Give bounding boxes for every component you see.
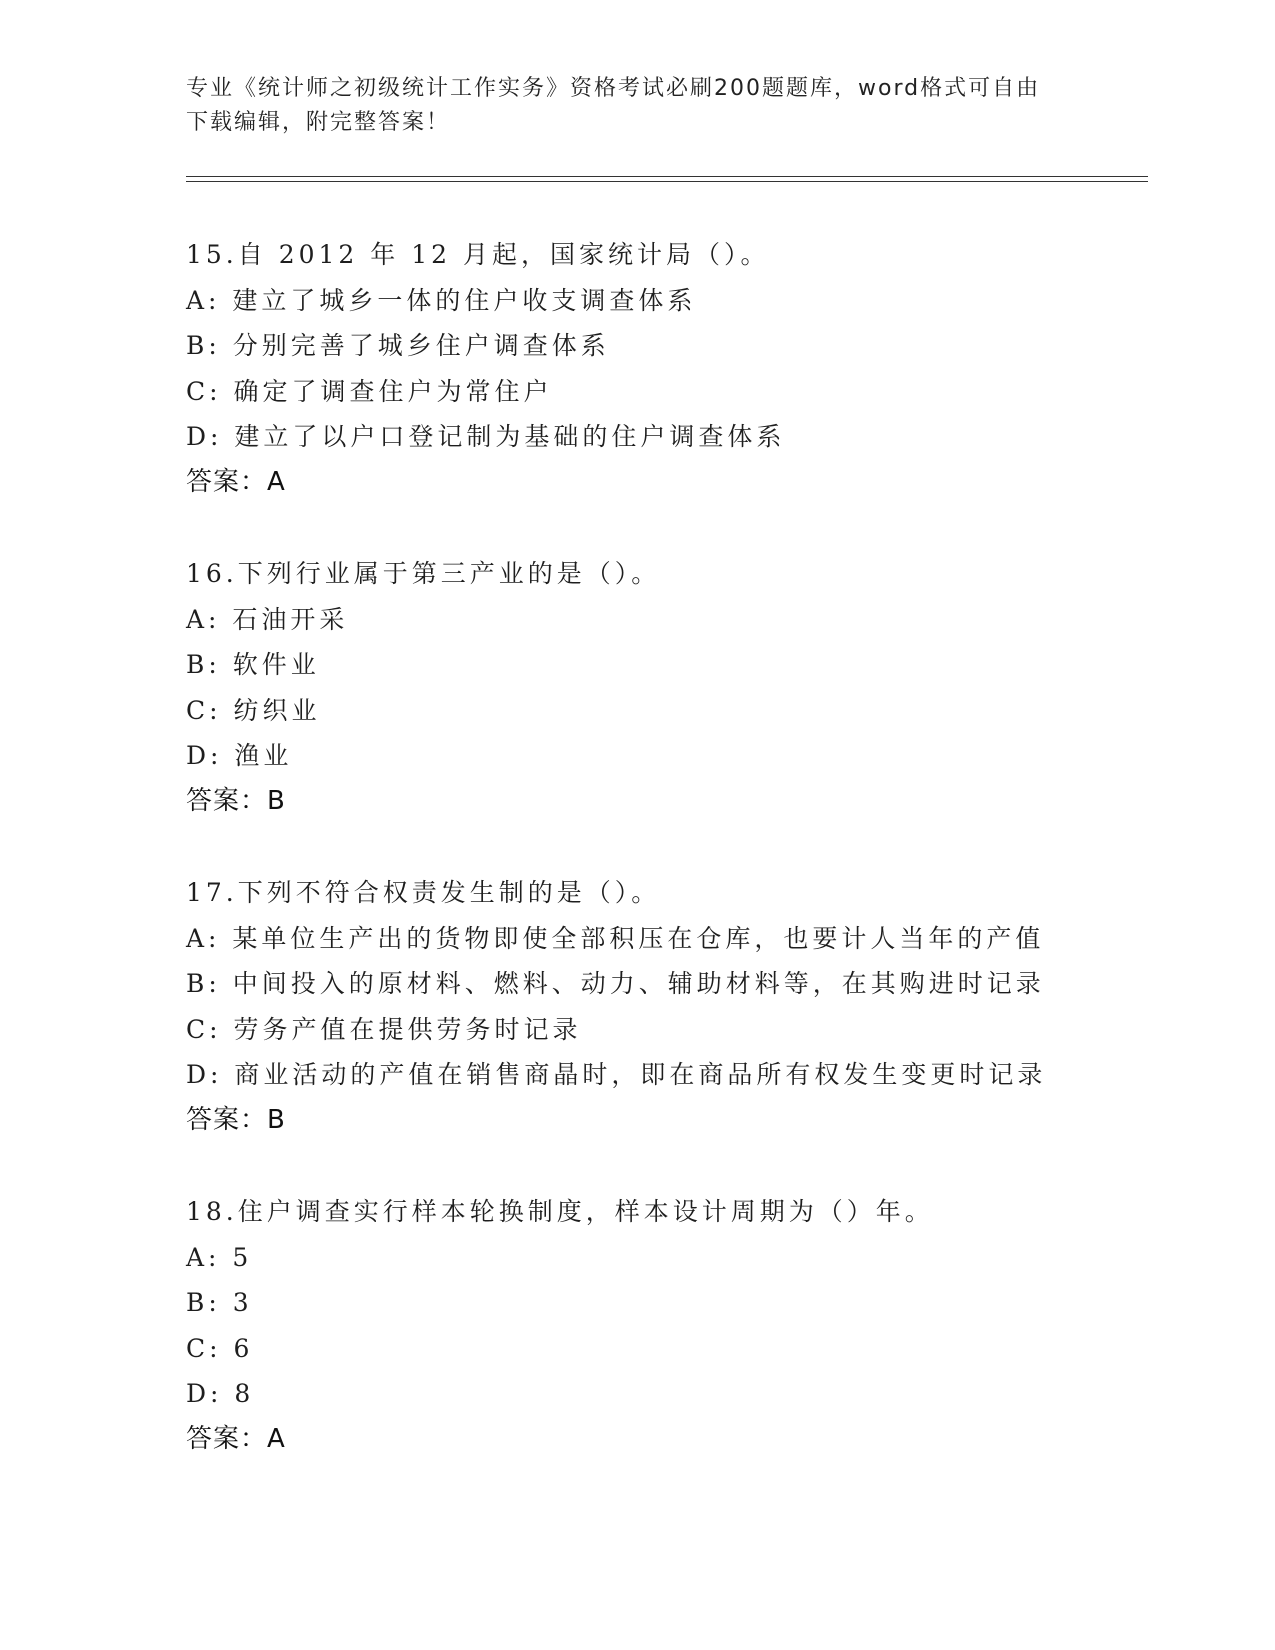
option-a: A: 某单位生产出的货物即使全部积压在仓库，也要计人当年的产值	[186, 923, 1045, 953]
option-b: B: 中间投入的原材料、燃料、动力、辅助材料等，在其购进时记录	[186, 969, 1045, 998]
header-divider-top	[186, 176, 1148, 177]
option-c: C: 纺织业	[186, 695, 321, 725]
question-18	[186, 1189, 1146, 1462]
answer-label: 答案：A	[186, 466, 286, 497]
option-b: B: 软件业	[186, 650, 320, 679]
option-c: C: 劳务产值在提供劳务时记录	[186, 1014, 582, 1044]
answer-label: 答案：A	[186, 1423, 286, 1454]
answer-label: 答案：B	[186, 785, 286, 816]
document-header	[186, 72, 1086, 140]
option-d: D: 8	[186, 1379, 255, 1408]
answer-label: 答案：B	[186, 1104, 286, 1135]
option-c: C: 6	[186, 1333, 254, 1363]
question-17	[186, 870, 1146, 1143]
header-line-1: 专业《统计师之初级统计工作实务》资格考试必刷200题题库，word格式可自由	[186, 76, 1041, 101]
option-d: D: 商业活动的产值在销售商晶时，即在商品所有权发生变更时记录	[186, 1060, 1047, 1089]
question-stem: 16.下列行业属于第三产业的是（）。	[186, 559, 661, 588]
option-c: C: 确定了调查住户为常住户	[186, 376, 553, 406]
question-stem: 15.自 2012 年 12 月起，国家统计局（）。	[186, 240, 770, 269]
question-stem: 17.下列不符合权责发生制的是（）。	[186, 878, 661, 907]
option-d: D: 建立了以户口登记制为基础的住户调查体系	[186, 422, 786, 451]
question-16	[186, 551, 1146, 824]
question-15	[186, 232, 1146, 505]
option-b: B: 分别完善了城乡住户调查体系	[186, 331, 610, 360]
option-a: A: 建立了城乡一体的住户收支调查体系	[186, 285, 697, 315]
option-d: D: 渔业	[186, 741, 293, 770]
option-b: B: 3	[186, 1288, 253, 1317]
header-divider-bottom	[186, 181, 1148, 182]
question-stem: 18.住户调查实行样本轮换制度，样本设计周期为（）年。	[186, 1197, 934, 1226]
option-a: A: 5	[186, 1242, 253, 1272]
header-line-2: 下载编辑，附完整答案！	[186, 110, 451, 135]
option-a: A: 石油开采	[186, 604, 349, 634]
